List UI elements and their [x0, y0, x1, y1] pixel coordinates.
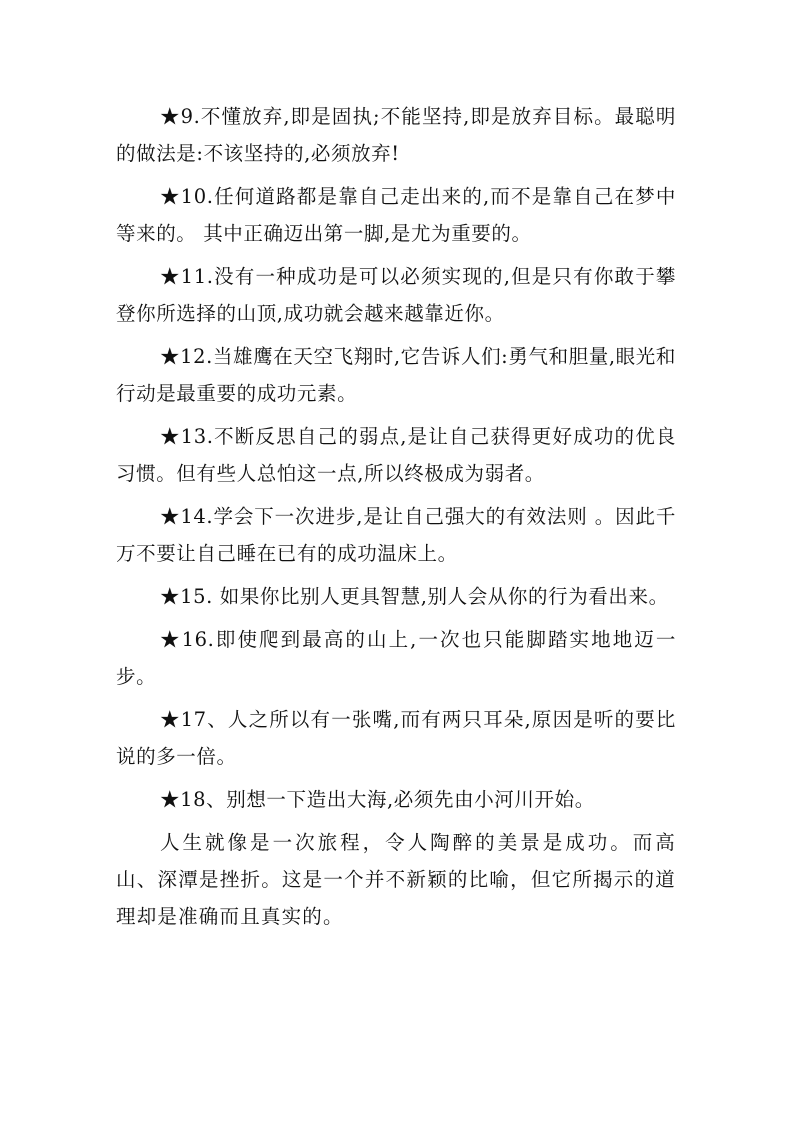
- quote-paragraph-12: ★12.当雄鹰在天空飞翔时,它告诉人们:勇气和胆量,眼光和行动是最重要的成功元素。: [116, 345, 676, 405]
- quote-paragraph-11: ★11.没有一种成功是可以必须实现的,但是只有你敢于攀登你所选择的山顶,成功就会越来越靠近你。: [116, 265, 676, 325]
- quote-paragraph-10: ★10.任何道路都是靠自己走出来的,而不是靠自己在梦中等来的。 其中正确迈出第一脚,是尤为重要的。: [116, 185, 676, 245]
- quote-paragraph-16: ★16.即使爬到最高的山上,一次也只能脚踏实地地迈一步。: [116, 628, 676, 688]
- closing-paragraph: 人生就像是一次旅程，令人陶醉的美景是成功。而高山、深潭是挫折。这是一个并不新颖的比喻，但它所揭示的道理却是准确而且真实的。: [116, 831, 676, 928]
- quote-paragraph-18: ★18、别想一下造出大海,必须先由小河川开始。: [160, 788, 595, 811]
- quote-paragraph-14: ★14.学会下一次进步,是让自己强大的有效法则 。因此千万不要让自己睡在已有的成功温床上。: [116, 505, 676, 565]
- document-body: [116, 98, 676, 941]
- quote-paragraph-15: ★15. 如果你比别人更具智慧,别人会从你的行为看出来。: [160, 585, 669, 608]
- quote-paragraph-17: ★17、人之所以有一张嘴,而有两只耳朵,原因是听的要比说的多一倍。: [116, 708, 676, 768]
- quote-paragraph-9: ★9.不懂放弃,即是固执;不能坚持,即是放弃目标。最聪明的做法是:不该坚持的,必须放弃!: [116, 105, 676, 165]
- quote-paragraph-13: ★13.不断反思自己的弱点,是让自己获得更好成功的优良习惯。但有些人总怕这一点,所以终极成为弱者。: [116, 425, 676, 485]
